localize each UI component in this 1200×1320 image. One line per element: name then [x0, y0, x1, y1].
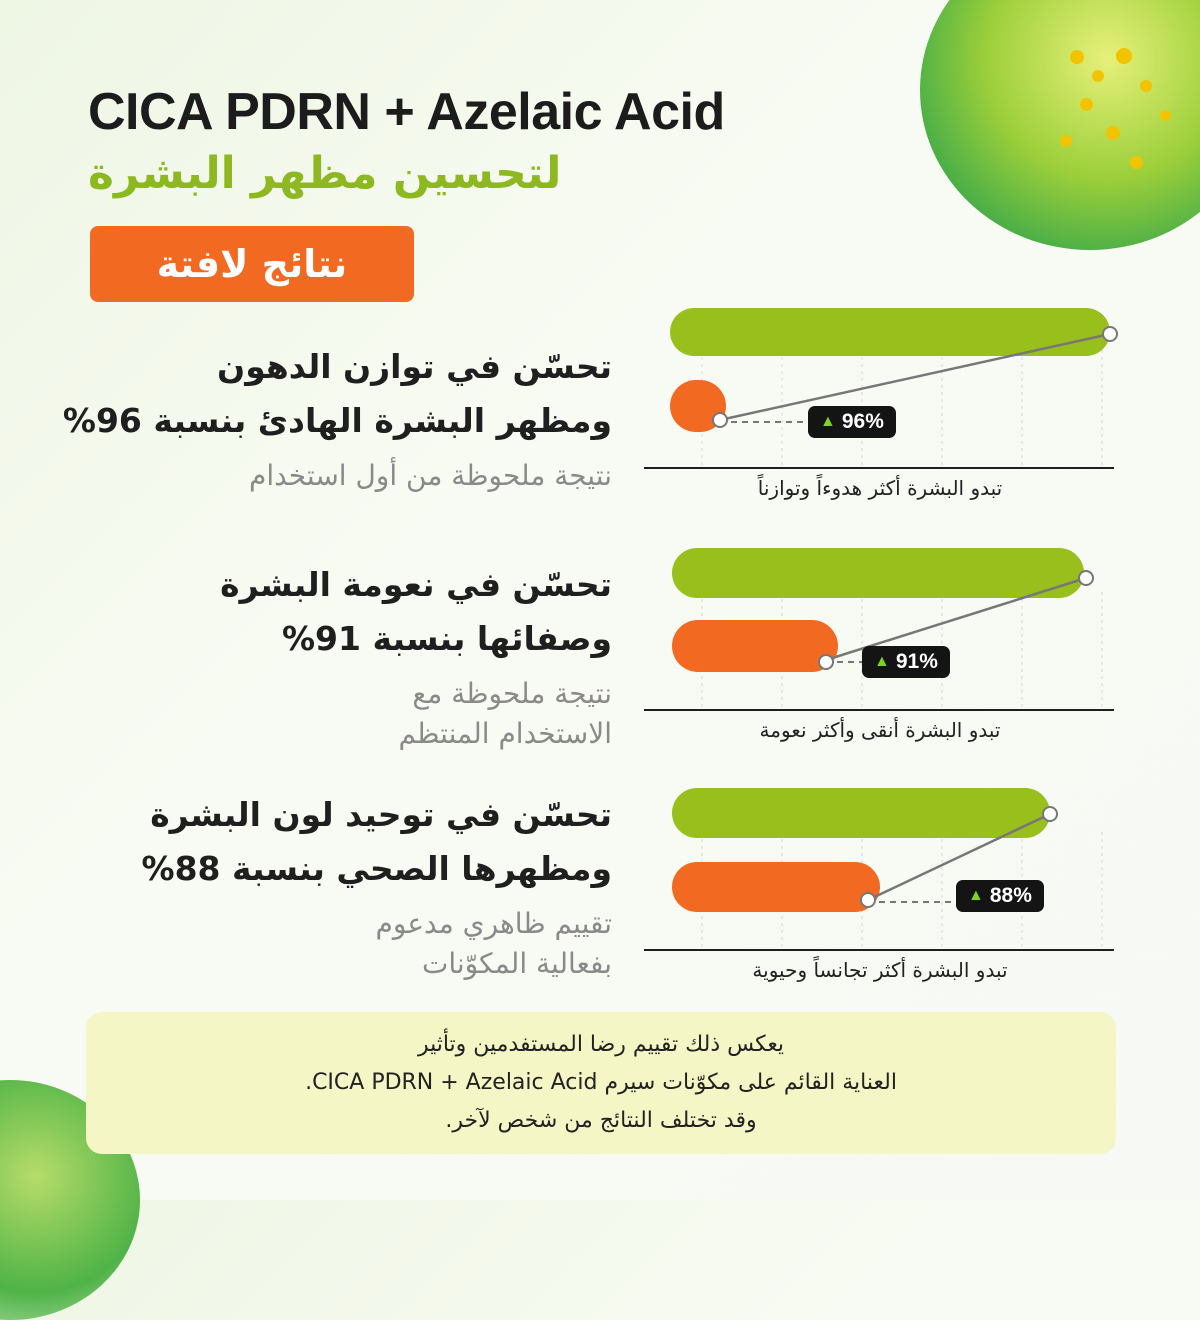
stat-heading-line1: تحسّن في توحيد لون البشرة	[150, 795, 612, 834]
percent-value: 91%	[895, 650, 938, 673]
disclaimer-line1: يعكس ذلك تقييم رضا المستفدمين وتأثير	[417, 1032, 785, 1057]
percent-value: 88%	[989, 884, 1032, 907]
up-arrow-icon: ▲	[968, 887, 984, 904]
chart-caption: تبدو البشرة أكثر هدوءاً وتوازناً	[757, 476, 1003, 500]
chart-svg	[640, 542, 1120, 742]
product-title: CICA PDRN + Azelaic Acid	[88, 83, 725, 141]
chart-svg	[640, 782, 1120, 982]
full-bar-green	[672, 548, 1084, 598]
stat-subtext-line1: تقييم ظاهري مدعوم	[375, 907, 612, 940]
up-arrow-icon: ▲	[820, 413, 836, 430]
chart-caption: تبدو البشرة أكثر تجانساً وحيوية	[752, 958, 1008, 982]
disclaimer-line3: وقد تختلف النتائج من شخص لآخر.	[445, 1108, 757, 1133]
stat-subtext-line1: نتيجة ملحوظة مع	[412, 677, 612, 710]
serum-droplet-decoration	[920, 0, 1200, 250]
percent-badge	[808, 406, 896, 438]
subtitle: لتحسين مظهر البشرة	[88, 148, 562, 199]
start-marker	[819, 655, 833, 669]
stat-heading-line2: وصفائها بنسبة 91%	[281, 619, 612, 658]
results-badge: نتائج لافتة	[90, 226, 414, 302]
stat-heading-line2: ومظهرها الصحي بنسبة 88%	[141, 849, 612, 888]
stat-chart-tone	[640, 782, 1120, 982]
chart-caption: تبدو البشرة أنقى وأكثر نعومة	[759, 718, 1001, 742]
stat-chart-smoothness	[640, 542, 1120, 742]
percent-badge	[862, 646, 950, 678]
before-bar-orange	[672, 620, 838, 672]
disclaimer-line2: العناية القائم على مكوّنات سيرم CICA PDRN + Azelaic Acid.	[305, 1070, 897, 1095]
disclaimer-box	[86, 1012, 1116, 1154]
end-marker	[1103, 327, 1117, 341]
start-marker	[861, 893, 875, 907]
stat-block-tone	[92, 788, 612, 984]
stat-subtext-line2: الاستخدام المنتظم	[398, 717, 612, 750]
stat-block-smoothness	[92, 558, 612, 754]
stat-heading-line1: تحسّن في توازن الدهون	[217, 347, 612, 386]
stat-subtext-line1: نتيجة ملحوظة من أول استخدام	[248, 459, 612, 492]
percent-badge	[956, 880, 1044, 912]
start-marker	[713, 413, 727, 427]
stat-chart-oil-balance	[640, 300, 1120, 500]
chart-gridlines	[702, 350, 1102, 468]
stat-heading-line1: تحسّن في نعومة البشرة	[220, 565, 612, 604]
end-marker	[1079, 571, 1093, 585]
percent-value: 96%	[841, 410, 884, 433]
full-bar-green	[672, 788, 1050, 838]
stat-block-oil-balance	[62, 340, 612, 496]
stat-subtext-line2: بفعالية المكوّنات	[422, 947, 612, 980]
end-marker	[1043, 807, 1057, 821]
before-bar-orange	[672, 862, 880, 912]
stat-heading-line2: ومظهر البشرة الهادئ بنسبة 96%	[62, 401, 612, 440]
up-arrow-icon: ▲	[874, 653, 890, 670]
chart-svg	[640, 300, 1120, 500]
